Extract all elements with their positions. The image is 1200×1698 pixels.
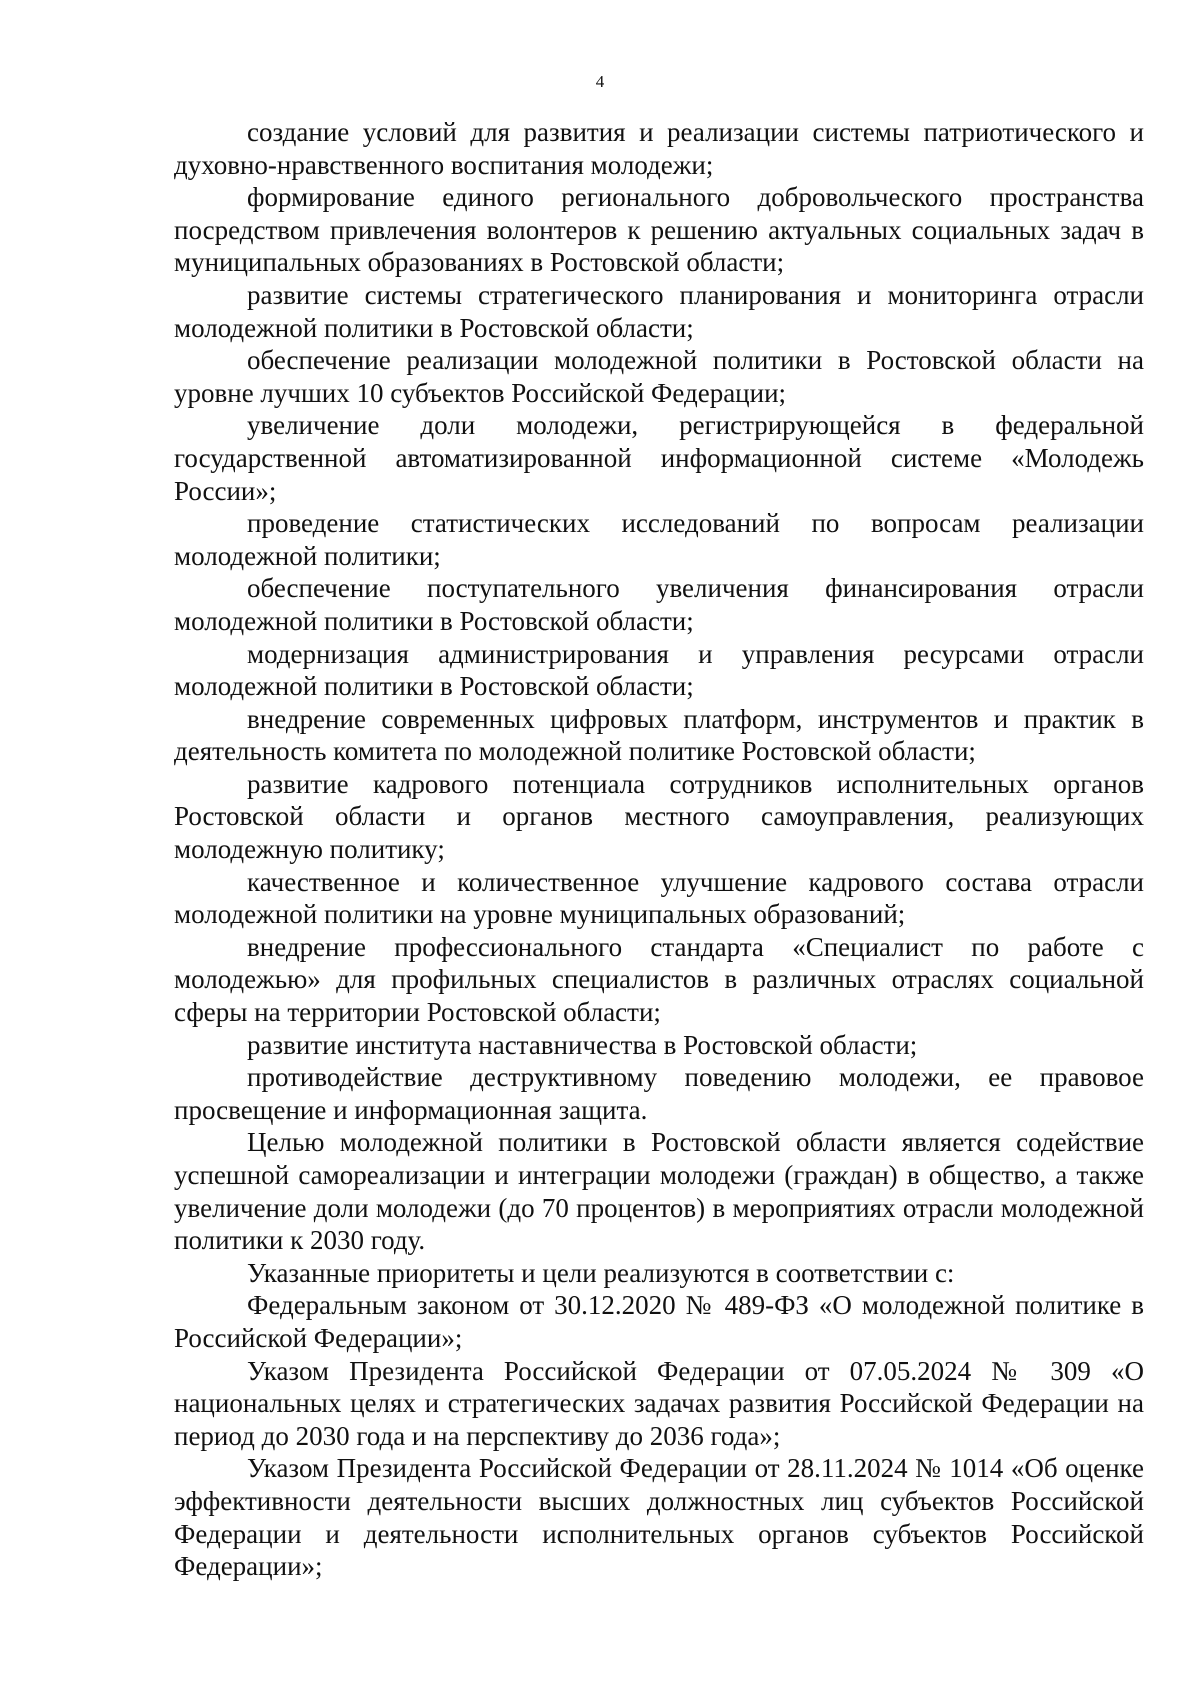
paragraph: внедрение современных цифровых платформ, инструментов и практик в деятельность комитета по молодежной политике Ростовской области;: [174, 703, 1144, 767]
paragraph: Федеральным законом от 30.12.2020 № 489-ФЗ «О молодежной политике в Российской Федерации»;: [174, 1290, 1144, 1353]
paragraph: развитие системы стратегического планирования и мониторинга отрасли молодежной политики в Ростовской области;: [174, 279, 1144, 343]
paragraph: Указом Президента Российской Федерации от 28.11.2024 № 1014 «Об оценке эффективности деятельности высших должностных лиц субъектов Российской Федерации и деятельности исполнительных органов субъектов Российской Федерации»;: [174, 1453, 1144, 1582]
paragraph: обеспечение реализации молодежной политики в Ростовской области на уровне лучших 10 субъектов Российской Федерации;: [174, 345, 1144, 408]
paragraph: проведение статистических исследований по вопросам реализации молодежной политики;: [174, 508, 1144, 571]
paragraph: развитие института наставничества в Ростовской области;: [247, 1029, 918, 1060]
page-number: 4: [595, 72, 605, 91]
paragraph: внедрение профессионального стандарта «Специалист по работе с молодежью» для профильных специалистов в различных отраслях социальной сферы на территории Ростовской области;: [174, 931, 1144, 1028]
paragraph: модернизация администрирования и управления ресурсами отрасли молодежной политики в Ростовской области;: [174, 638, 1144, 702]
paragraph: обеспечение поступательного увеличения финансирования отрасли молодежной политики в Ростовской области;: [174, 573, 1144, 636]
paragraph: создание условий для развития и реализации системы патриотического и духовно-нравственного воспитания молодежи;: [174, 117, 1144, 180]
paragraph: Целью молодежной политики в Ростовской области является содействие успешной самореализации и интеграции молодежи (граждан) в общество, а также увеличение доли молодежи (до 70 процентов) в мероприятиях отрасли молодежной политики к 2030 году.: [174, 1127, 1144, 1256]
paragraph: увеличение доли молодежи, регистрирующейся в федеральной государственной автоматизированной информационной системе «Молодежь России»;: [174, 410, 1144, 506]
document-body: [174, 116, 1144, 1583]
paragraph: Указанные приоритеты и цели реализуются в соответствии с:: [247, 1257, 955, 1288]
paragraph: формирование единого регионального добровольческого пространства посредством привлечения волонтеров к решению актуальных социальных задач в муниципальных образованиях в Ростовской области;: [174, 182, 1144, 278]
paragraph: Указом Президента Российской Федерации от 07.05.2024 № 309 «О национальных целях и стратегических задачах развития Российской Федерации на период до 2030 года и на перспективу до 2036 года»;: [174, 1355, 1144, 1451]
paragraph: качественное и количественное улучшение кадрового состава отрасли молодежной политики на уровне муниципальных образований;: [174, 866, 1144, 930]
paragraph: противодействие деструктивному поведению молодежи, ее правовое просвещение и информационная защита.: [174, 1062, 1144, 1125]
paragraph: развитие кадрового потенциала сотрудников исполнительных органов Ростовской области и органов местного самоуправления, реализующих молодежную политику;: [174, 768, 1144, 865]
